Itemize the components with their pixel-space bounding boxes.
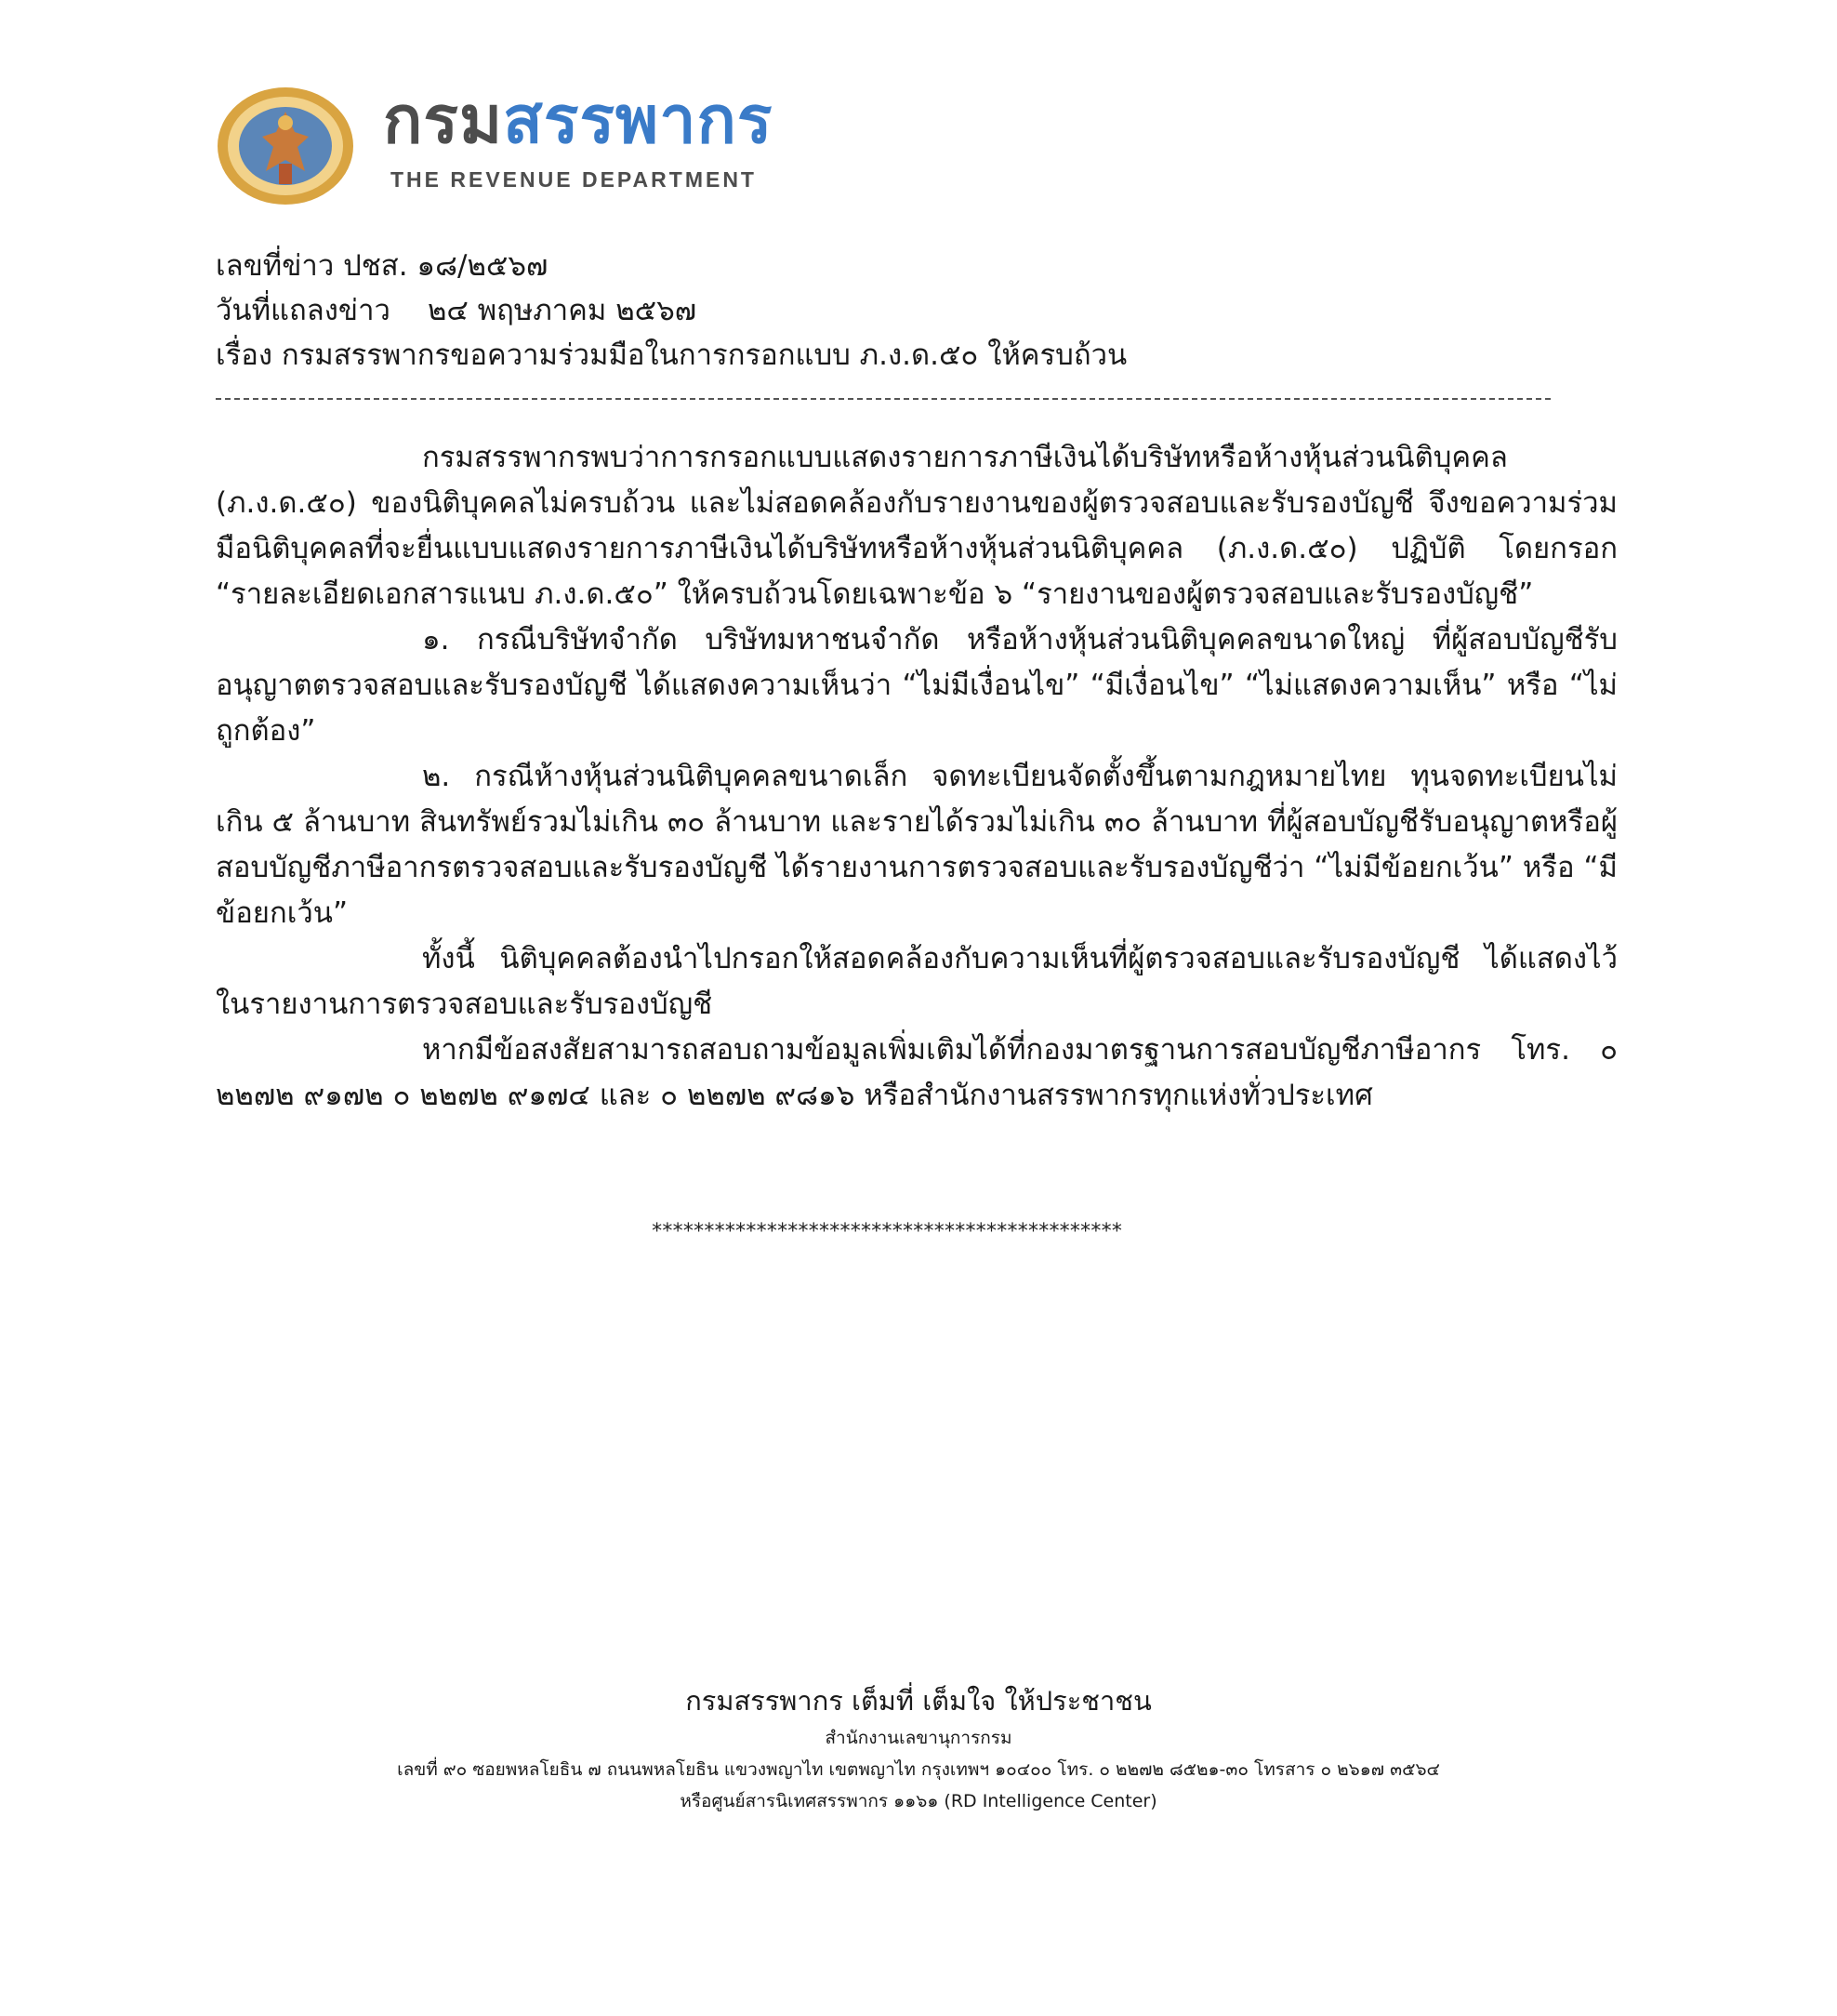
paragraph-contact: หากมีข้อสงสัยสามารถสอบถามข้อมูลเพิ่มเติมได้ที่กองมาตรฐานการสอบบัญชีภาษีอากร โทร. ๐ ๒๒๗๒ ๙๑๗๒ ๐ ๒๒๗๒ ๙๑๗๔ และ ๐ ๒๒๗๒ ๙๘๑๖ หรือสำนักงานสรรพากรทุกแห่งทั่วประเทศ [216, 1033, 1618, 1112]
brand-name-thai: กรมสรรพากร [383, 82, 773, 158]
news-meta [216, 244, 1127, 378]
release-date-label: วันที่แถลงข่าว [216, 294, 390, 327]
footer-callcenter: หรือศูนย์สารนิเทศสรรพากร ๑๑๖๑ (RD Intelligence Center) [680, 1791, 1157, 1811]
news-body [216, 435, 1618, 1119]
paragraph-case-1: ๑. กรณีบริษัทจำกัด บริษัทมหาชนจำกัด หรือห้างหุ้นส่วนนิติบุคคลขนาดใหญ่ ที่ผู้สอบบัญชีรับอนุญาตตรวจสอบและรับรองบัญชี ได้แสดงความเห็นว่า “ไม่มีเงื่อนไข” “มีเงื่อนไข” “ไม่แสดงความเห็น” หรือ “ไม่ถูกต้อง” [216, 623, 1618, 748]
dashed-divider [216, 398, 1551, 400]
footer-address: เลขที่ ๙๐ ซอยพหลโยธิน ๗ ถนนพหลโยธิน แขวงพญาไท เขตพญาไท กรุงเทพฯ ๑๐๔๐๐ โทร. ๐ ๒๒๗๒ ๘๕๒๑-๓๐ โทรสาร ๐ ๒๖๑๗ ๓๕๖๔ [397, 1759, 1440, 1780]
paragraph-case-2: ๒. กรณีห้างหุ้นส่วนนิติบุคคลขนาดเล็ก จดทะเบียนจัดตั้งขึ้นตามกฎหมายไทย ทุนจดทะเบียนไม่เกิน ๕ ล้านบาท สินทรัพย์รวมไม่เกิน ๓๐ ล้านบาท และรายได้รวมไม่เกิน ๓๐ ล้านบาท ที่ผู้สอบบัญชีรับอนุญาตหรือผู้สอบบัญชีภาษีอากรตรวจสอบและรับรองบัญชี ได้รายงานการตรวจสอบและรับรองบัญชีว่า “ไม่มีข้อยกเว้น” หรือ “มีข้อยกเว้น” [216, 760, 1618, 930]
revenue-department-seal-icon [216, 86, 355, 206]
footer [0, 1679, 1837, 1817]
footer-office: สำนักงานเลขานุการกรม [825, 1728, 1012, 1748]
release-date [216, 288, 1127, 333]
release-date-value: ๒๔ พฤษภาคม ๒๕๖๗ [427, 294, 697, 327]
news-subject: เรื่อง กรมสรรพากรขอความร่วมมือในการกรอกแบบ ภ.ง.ด.๕๐ ให้ครบถ้วน [216, 338, 1128, 372]
letterhead [216, 82, 848, 216]
paragraph-intro: กรมสรรพากรพบว่าการกรอกแบบแสดงรายการภาษีเงินได้บริษัทหรือห้างหุ้นส่วนนิติบุคคล (ภ.ง.ด.๕๐) ของนิติบุคคลไม่ครบถ้วน และไม่สอดคล้องกับรายงานของผู้ตรวจสอบและรับรองบัญชี จึงขอความร่วมมือนิติบุคคลที่จะยื่นแบบแสดงรายการภาษีเงินได้บริษัทหรือห้างหุ้นส่วนนิติบุคคล (ภ.ง.ด.๕๐) ปฏิบัติ โดยกรอก “รายละเอียดเอกสารแนบ ภ.ง.ด.๕๐” ให้ครบถ้วนโดยเฉพาะข้อ ๖ “รายงานของผู้ตรวจสอบและรับรองบัญชี” [216, 441, 1618, 611]
news-number: เลขที่ข่าว ปชส. ๑๘/๒๕๖๗ [216, 249, 548, 283]
paragraph-note: ทั้งนี้ นิติบุคคลต้องนำไปกรอกให้สอดคล้องกับความเห็นที่ผู้ตรวจสอบและรับรองบัญชี ได้แสดงไว้ในรายงานการตรวจสอบและรับรองบัญชี [216, 942, 1618, 1021]
brand-name-english: THE REVENUE DEPARTMENT [390, 167, 757, 192]
end-of-news-separator: ********************************************* [651, 1220, 1122, 1243]
footer-slogan: กรมสรรพากร เต็มที่ เต็มใจ ให้ประชาชน [685, 1685, 1152, 1717]
